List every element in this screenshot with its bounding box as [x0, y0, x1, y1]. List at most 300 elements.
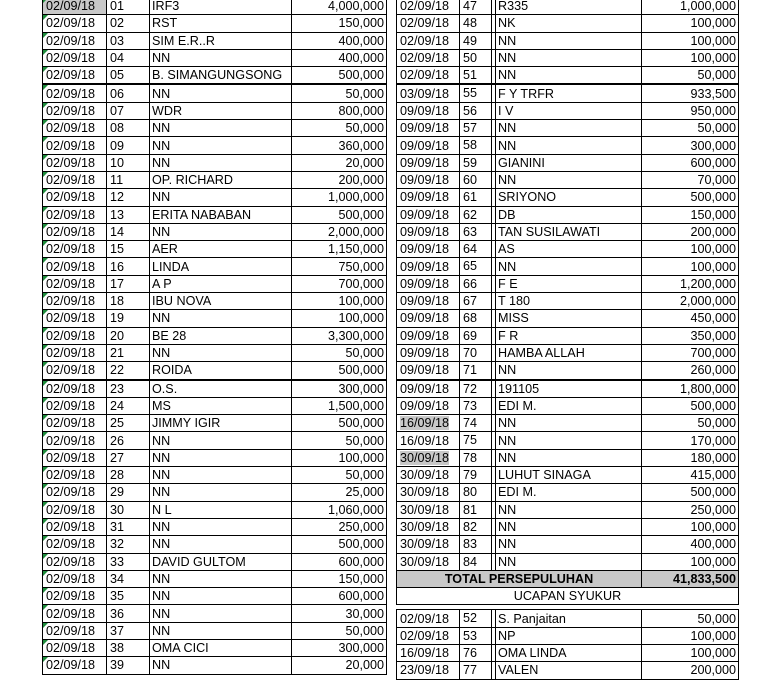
date-cell[interactable]: 02/09/18 [43, 415, 107, 432]
receipt-number: 59 [459, 155, 477, 171]
date-text: 09/09/18 [400, 276, 450, 291]
table-row [43, 293, 387, 310]
date-cell[interactable] [397, 644, 492, 661]
donor-name[interactable]: NN [150, 484, 292, 501]
donor-name[interactable]: NN [496, 49, 642, 66]
amount-cell[interactable]: 400,000 [292, 49, 387, 66]
amount-cell[interactable]: 500,000 [642, 484, 739, 501]
amount-cell[interactable]: 1,500,000 [292, 397, 387, 414]
donor-name[interactable]: NN [150, 605, 292, 622]
amount-cell[interactable]: 1,150,000 [292, 241, 387, 258]
receipt-number[interactable]: 36 [107, 605, 150, 622]
receipt-number[interactable]: 16 [107, 258, 150, 275]
date-cell[interactable] [397, 344, 492, 361]
table-row [43, 275, 387, 292]
date-cell[interactable] [397, 467, 492, 484]
donor-name[interactable]: NN [150, 310, 292, 327]
receipt-number: 82 [459, 519, 477, 535]
date-cell[interactable] [397, 380, 492, 398]
amount-cell[interactable]: 100,000 [642, 553, 739, 570]
donor-name[interactable]: NN [150, 518, 292, 535]
donor-name[interactable]: I V [496, 102, 642, 119]
donor-name[interactable]: NK [496, 15, 642, 32]
date-cell[interactable] [397, 627, 492, 644]
date-text: 30/09/18 [400, 537, 450, 552]
donor-name[interactable]: NN [150, 137, 292, 154]
date-text: 02/09/18 [400, 628, 450, 643]
receipt-number[interactable]: 10 [107, 154, 150, 171]
receipt-number[interactable]: 19 [107, 310, 150, 327]
donor-name[interactable]: A P [150, 275, 292, 292]
receipt-number: 63 [459, 224, 477, 240]
amount-cell[interactable]: 100,000 [642, 627, 739, 644]
amount-cell[interactable]: 20,000 [292, 657, 387, 674]
donor-name[interactable]: NN [496, 362, 642, 380]
amount-cell[interactable]: 3,300,000 [292, 327, 387, 344]
receipt-number[interactable]: 12 [107, 189, 150, 206]
amount-cell[interactable]: 950,000 [642, 102, 739, 119]
amount-cell[interactable]: 200,000 [292, 171, 387, 188]
receipt-number[interactable]: 04 [107, 49, 150, 66]
amount-cell[interactable]: 2,000,000 [642, 293, 739, 310]
date-cell[interactable]: 02/09/18 [43, 171, 107, 188]
donor-name[interactable]: B. SIMANGUNGSONG [150, 67, 292, 85]
amount-cell[interactable]: 750,000 [292, 258, 387, 275]
amount-cell[interactable]: 30,000 [292, 605, 387, 622]
donor-name[interactable]: NN [150, 84, 292, 102]
date-cell[interactable] [397, 0, 492, 15]
date-cell[interactable]: 02/09/18 [43, 362, 107, 380]
donor-name[interactable]: NN [496, 536, 642, 553]
donor-name[interactable]: ERITA NABABAN [150, 206, 292, 223]
date-cell[interactable]: 02/09/18 [43, 32, 107, 49]
date-cell[interactable]: 02/09/18 [43, 467, 107, 484]
donor-name[interactable]: NN [496, 518, 642, 535]
date-cell[interactable]: 02/09/18 [43, 657, 107, 674]
donor-name[interactable]: AS [496, 241, 642, 258]
date-cell[interactable]: 02/09/18 [43, 0, 107, 15]
receipt-number[interactable]: 18 [107, 293, 150, 310]
amount-cell[interactable]: 100,000 [642, 32, 739, 49]
date-cell[interactable] [397, 553, 492, 570]
date-cell[interactable] [397, 67, 492, 85]
amount-cell[interactable]: 250,000 [642, 501, 739, 518]
donor-name[interactable]: MS [150, 397, 292, 414]
donor-name[interactable]: HAMBA ALLAH [496, 344, 642, 361]
date-text: 09/09/18 [400, 398, 450, 413]
amount-cell[interactable]: 50,000 [292, 344, 387, 361]
amount-cell[interactable]: 50,000 [642, 67, 739, 85]
table-row [43, 84, 387, 102]
amount-cell[interactable]: 100,000 [642, 644, 739, 661]
date-cell[interactable]: 02/09/18 [43, 67, 107, 85]
receipt-number[interactable]: 39 [107, 657, 150, 674]
amount-cell[interactable]: 50,000 [292, 622, 387, 639]
donor-name[interactable]: SRIYONO [496, 189, 642, 206]
donor-name[interactable]: N L [150, 501, 292, 518]
date-cell[interactable]: 02/09/18 [43, 501, 107, 518]
amount-cell[interactable]: 500,000 [292, 206, 387, 223]
amount-cell[interactable]: 4,000,000 [292, 0, 387, 15]
donor-name[interactable]: GIANINI [496, 154, 642, 171]
donor-name[interactable]: ROIDA [150, 362, 292, 380]
amount-cell[interactable]: 1,200,000 [642, 275, 739, 292]
date-cell[interactable]: 02/09/18 [43, 518, 107, 535]
receipt-number[interactable]: 15 [107, 241, 150, 258]
receipt-number: 71 [459, 362, 477, 378]
amount-cell[interactable]: 600,000 [292, 588, 387, 605]
table-row [397, 275, 739, 292]
date-cell[interactable]: 02/09/18 [43, 241, 107, 258]
amount-cell[interactable]: 300,000 [292, 380, 387, 398]
table-row [397, 432, 739, 449]
amount-cell[interactable]: 50,000 [292, 467, 387, 484]
date-cell[interactable] [397, 536, 492, 553]
amount-cell[interactable]: 1,000,000 [292, 189, 387, 206]
donor-name[interactable]: R335 [496, 0, 642, 15]
donor-name[interactable]: NN [150, 622, 292, 639]
receipt-number[interactable]: 05 [107, 67, 150, 85]
date-cell[interactable] [397, 432, 492, 449]
amount-cell[interactable]: 800,000 [292, 102, 387, 119]
amount-cell[interactable]: 70,000 [642, 171, 739, 188]
amount-cell[interactable]: 100,000 [642, 15, 739, 32]
date-cell[interactable] [397, 120, 492, 137]
donor-name[interactable]: NN [496, 32, 642, 49]
date-cell[interactable]: 02/09/18 [43, 432, 107, 449]
donor-name[interactable]: WDR [150, 102, 292, 119]
amount-cell[interactable]: 933,500 [642, 84, 739, 102]
left-table [42, 0, 387, 675]
donor-name[interactable]: OMA LINDA [496, 644, 642, 661]
donor-name[interactable]: NN [150, 588, 292, 605]
amount-cell[interactable]: 100,000 [642, 241, 739, 258]
date-cell[interactable] [397, 327, 492, 344]
table-row [43, 467, 387, 484]
amount-cell[interactable]: 50,000 [642, 120, 739, 137]
table-row [43, 223, 387, 240]
donor-name[interactable]: T 180 [496, 293, 642, 310]
donor-name[interactable]: F R [496, 327, 642, 344]
amount-cell[interactable]: 1,060,000 [292, 501, 387, 518]
donor-name[interactable]: BE 28 [150, 327, 292, 344]
donor-name[interactable]: IBU NOVA [150, 293, 292, 310]
amount-cell[interactable]: 1,800,000 [642, 380, 739, 398]
date-cell[interactable]: 02/09/18 [43, 189, 107, 206]
donor-name[interactable]: F Y TRFR [496, 84, 642, 102]
date-cell[interactable] [397, 15, 492, 32]
date-cell[interactable] [397, 258, 492, 275]
table-row [43, 415, 387, 432]
date-cell[interactable]: 02/09/18 [43, 120, 107, 137]
amount-cell[interactable]: 100,000 [292, 293, 387, 310]
donor-name[interactable]: NN [496, 553, 642, 570]
amount-cell[interactable]: 180,000 [642, 449, 739, 466]
donor-name[interactable]: NN [496, 171, 642, 188]
amount-cell[interactable]: 170,000 [642, 432, 739, 449]
table-row [43, 189, 387, 206]
amount-cell[interactable]: 400,000 [642, 536, 739, 553]
donor-name[interactable]: AER [150, 241, 292, 258]
receipt-number[interactable]: 22 [107, 362, 150, 380]
date-cell[interactable]: 02/09/18 [43, 84, 107, 102]
amount-cell[interactable]: 50,000 [292, 84, 387, 102]
table-row [43, 536, 387, 553]
donor-name[interactable]: VALEN [496, 662, 642, 679]
date-cell[interactable] [397, 171, 492, 188]
date-cell[interactable]: 02/09/18 [43, 588, 107, 605]
donor-name[interactable]: OMA CICI [150, 639, 292, 656]
date-cell[interactable] [397, 662, 492, 679]
date-cell[interactable]: 02/09/18 [43, 154, 107, 171]
amount-cell[interactable]: 150,000 [642, 206, 739, 223]
receipt-number[interactable]: 17 [107, 275, 150, 292]
amount-cell[interactable]: 350,000 [642, 327, 739, 344]
donor-name[interactable]: S. Panjaitan [496, 610, 642, 627]
receipt-number[interactable]: 02 [107, 15, 150, 32]
amount-cell[interactable]: 600,000 [292, 553, 387, 570]
donor-name[interactable]: TAN SUSILAWATI [496, 223, 642, 240]
amount-cell[interactable]: 700,000 [292, 275, 387, 292]
receipt-number[interactable]: 31 [107, 518, 150, 535]
amount-cell[interactable]: 50,000 [642, 415, 739, 432]
table-row [397, 380, 739, 398]
donor-name[interactable]: F E [496, 275, 642, 292]
date-cell[interactable]: 02/09/18 [43, 622, 107, 639]
donor-name[interactable]: DAVID GULTOM [150, 553, 292, 570]
receipt-number: 65 [459, 258, 477, 274]
table-row [43, 639, 387, 656]
amount-cell[interactable]: 20,000 [292, 154, 387, 171]
receipt-number[interactable]: 26 [107, 432, 150, 449]
donor-name[interactable]: MISS [496, 310, 642, 327]
date-cell[interactable]: 02/09/18 [43, 258, 107, 275]
receipt-number[interactable]: 30 [107, 501, 150, 518]
amount-cell[interactable]: 25,000 [292, 484, 387, 501]
date-cell[interactable] [397, 154, 492, 171]
donor-name[interactable]: NN [150, 467, 292, 484]
table-row [397, 0, 739, 15]
date-cell[interactable] [397, 49, 492, 66]
amount-cell[interactable]: 2,000,000 [292, 223, 387, 240]
date-cell[interactable]: 02/09/18 [43, 137, 107, 154]
donor-name[interactable]: DB [496, 206, 642, 223]
table-row [397, 67, 739, 85]
date-text: 02/09/18 [400, 0, 450, 14]
date-cell[interactable]: 02/09/18 [43, 553, 107, 570]
receipt-number[interactable]: 13 [107, 206, 150, 223]
donor-name[interactable]: NP [496, 627, 642, 644]
amount-cell[interactable]: 500,000 [292, 362, 387, 380]
date-cell[interactable]: 02/09/18 [43, 102, 107, 119]
donor-name[interactable]: NN [150, 120, 292, 137]
amount-cell[interactable]: 415,000 [642, 467, 739, 484]
date-text: 30/09/18 [400, 468, 450, 483]
donor-name[interactable]: IRF3 [150, 0, 292, 15]
date-cell[interactable]: 02/09/18 [43, 570, 107, 587]
table-row [43, 397, 387, 414]
date-cell[interactable]: 02/09/18 [43, 275, 107, 292]
amount-cell[interactable]: 500,000 [642, 189, 739, 206]
date-cell[interactable]: 02/09/18 [43, 484, 107, 501]
receipt-number[interactable]: 08 [107, 120, 150, 137]
amount-cell[interactable]: 300,000 [642, 137, 739, 154]
date-text: 30/09/18 [400, 450, 450, 465]
donor-name[interactable]: SIM E.R..R [150, 32, 292, 49]
amount-cell[interactable]: 200,000 [642, 662, 739, 679]
date-cell[interactable] [397, 102, 492, 119]
receipt-number[interactable]: 29 [107, 484, 150, 501]
date-cell[interactable]: 02/09/18 [43, 605, 107, 622]
donor-name[interactable]: NN [496, 449, 642, 466]
receipt-number[interactable]: 25 [107, 415, 150, 432]
receipt-number[interactable]: 27 [107, 449, 150, 466]
date-cell[interactable]: 02/09/18 [43, 310, 107, 327]
receipt-number[interactable]: 21 [107, 344, 150, 361]
donor-name[interactable]: NN [150, 657, 292, 674]
receipt-number[interactable]: 32 [107, 536, 150, 553]
receipt-number[interactable]: 24 [107, 397, 150, 414]
donor-name[interactable]: NN [150, 449, 292, 466]
date-cell[interactable]: 02/09/18 [43, 327, 107, 344]
date-cell[interactable] [397, 241, 492, 258]
date-cell[interactable] [397, 293, 492, 310]
donor-name[interactable]: NN [150, 570, 292, 587]
amount-cell[interactable]: 260,000 [642, 362, 739, 380]
donor-name[interactable]: EDI M. [496, 397, 642, 414]
receipt-number[interactable]: 11 [107, 171, 150, 188]
donor-name[interactable]: JIMMY IGIR [150, 415, 292, 432]
receipt-number[interactable]: 01 [107, 0, 150, 15]
date-cell[interactable]: 02/09/18 [43, 639, 107, 656]
date-cell[interactable] [397, 32, 492, 49]
receipt-number[interactable]: 38 [107, 639, 150, 656]
date-cell[interactable] [397, 415, 492, 432]
date-cell[interactable] [397, 275, 492, 292]
date-cell[interactable]: 02/09/18 [43, 397, 107, 414]
date-cell[interactable] [397, 484, 492, 501]
receipt-number[interactable]: 03 [107, 32, 150, 49]
date-cell[interactable]: 02/09/18 [43, 449, 107, 466]
amount-cell[interactable]: 100,000 [642, 258, 739, 275]
donor-name[interactable]: NN [496, 120, 642, 137]
donor-name[interactable]: NN [496, 137, 642, 154]
donor-name[interactable]: 191105 [496, 380, 642, 398]
donor-name[interactable]: NN [150, 432, 292, 449]
amount-cell[interactable]: 360,000 [292, 137, 387, 154]
amount-cell[interactable]: 300,000 [292, 639, 387, 656]
amount-cell[interactable]: 50,000 [642, 610, 739, 627]
date-cell[interactable]: 02/09/18 [43, 293, 107, 310]
donor-name[interactable]: NN [496, 432, 642, 449]
donor-name[interactable]: NN [496, 501, 642, 518]
donor-name[interactable]: OP. RICHARD [150, 171, 292, 188]
donor-name[interactable]: NN [150, 223, 292, 240]
donor-name[interactable]: NN [150, 49, 292, 66]
date-cell[interactable]: 02/09/18 [43, 49, 107, 66]
donor-name[interactable]: NN [150, 536, 292, 553]
amount-cell[interactable]: 600,000 [642, 154, 739, 171]
date-text: 09/09/18 [400, 155, 450, 170]
receipt-number[interactable]: 23 [107, 380, 150, 398]
amount-cell[interactable]: 50,000 [292, 120, 387, 137]
date-cell[interactable]: 02/09/18 [43, 536, 107, 553]
date-cell[interactable]: 02/09/18 [43, 380, 107, 398]
donor-name[interactable]: RST [150, 15, 292, 32]
date-cell[interactable] [397, 206, 492, 223]
donor-name[interactable]: EDI M. [496, 484, 642, 501]
donor-name[interactable]: O.S. [150, 380, 292, 398]
receipt-number[interactable]: 28 [107, 467, 150, 484]
donor-name[interactable]: NN [496, 415, 642, 432]
amount-cell[interactable]: 150,000 [292, 570, 387, 587]
amount-cell[interactable]: 500,000 [292, 536, 387, 553]
amount-cell[interactable]: 100,000 [642, 49, 739, 66]
amount-cell[interactable]: 450,000 [642, 310, 739, 327]
date-cell[interactable] [397, 137, 492, 154]
date-cell[interactable] [397, 84, 492, 102]
amount-cell[interactable]: 500,000 [292, 67, 387, 85]
receipt-number[interactable]: 06 [107, 84, 150, 102]
date-cell[interactable]: 02/09/18 [43, 206, 107, 223]
receipt-number[interactable]: 07 [107, 102, 150, 119]
table-row [397, 662, 739, 679]
amount-cell[interactable]: 500,000 [642, 397, 739, 414]
date-text: 30/09/18 [400, 485, 450, 500]
amount-cell[interactable]: 1,000,000 [642, 0, 739, 15]
amount-cell[interactable]: 150,000 [292, 15, 387, 32]
donor-name[interactable]: NN [496, 67, 642, 85]
date-cell[interactable] [397, 310, 492, 327]
date-cell[interactable]: 02/09/18 [43, 344, 107, 361]
amount-cell[interactable]: 100,000 [292, 449, 387, 466]
receipt-number[interactable]: 14 [107, 223, 150, 240]
date-cell[interactable] [397, 397, 492, 414]
donor-name[interactable]: NN [150, 189, 292, 206]
receipt-number[interactable]: 20 [107, 327, 150, 344]
date-cell[interactable]: 02/09/18 [43, 15, 107, 32]
table-row [43, 605, 387, 622]
date-cell[interactable] [397, 189, 492, 206]
table-row [397, 610, 739, 627]
amount-cell[interactable]: 100,000 [642, 518, 739, 535]
amount-cell[interactable]: 100,000 [292, 310, 387, 327]
amount-cell[interactable]: 200,000 [642, 223, 739, 240]
receipt-number[interactable]: 09 [107, 137, 150, 154]
date-cell[interactable] [397, 362, 492, 380]
donor-name[interactable]: LUHUT SINAGA [496, 467, 642, 484]
date-cell[interactable] [397, 223, 492, 240]
date-cell[interactable]: 02/09/18 [43, 223, 107, 240]
donor-name[interactable]: NN [150, 344, 292, 361]
amount-cell[interactable]: 250,000 [292, 518, 387, 535]
donor-name[interactable]: LINDA [150, 258, 292, 275]
amount-cell[interactable]: 50,000 [292, 432, 387, 449]
receipt-number[interactable]: 37 [107, 622, 150, 639]
donor-name[interactable]: NN [496, 258, 642, 275]
receipt-number[interactable]: 35 [107, 588, 150, 605]
date-cell[interactable] [397, 518, 492, 535]
receipt-number[interactable]: 33 [107, 553, 150, 570]
date-cell[interactable] [397, 501, 492, 518]
date-cell[interactable] [397, 610, 492, 627]
donor-name[interactable]: NN [150, 154, 292, 171]
amount-cell[interactable]: 500,000 [292, 415, 387, 432]
receipt-number[interactable]: 34 [107, 570, 150, 587]
amount-cell[interactable]: 700,000 [642, 344, 739, 361]
date-cell[interactable] [397, 449, 492, 466]
amount-cell[interactable]: 400,000 [292, 32, 387, 49]
